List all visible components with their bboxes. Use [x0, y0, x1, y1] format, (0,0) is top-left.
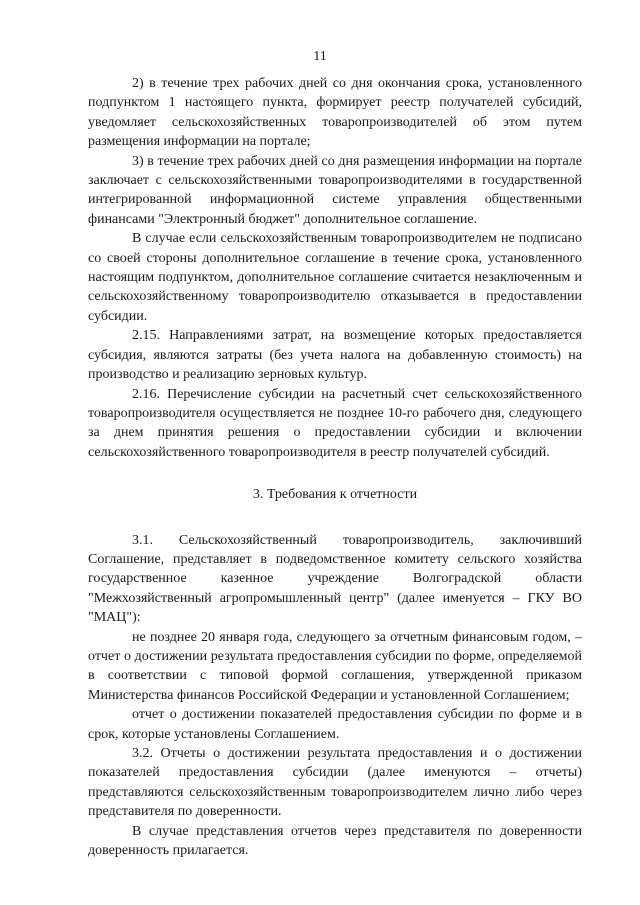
- paragraph-report-indicators: отчет о достижении показателей предоставления субсидии по форме и в срок, которые установлены Соглашением.: [88, 707, 582, 742]
- paragraph-2-15: 2.15. Направлениями затрат, на возмещение которых предоставляется субсидия, являются затраты (без учета налога на добавленную стоимость) на производство и реализацию зерновых культур.: [88, 328, 582, 383]
- paragraph-refusal-case: В случае если сельскохозяйственным товаропроизводителем не подписано со своей стороны дополнительное соглашение в течение срока, установленного настоящим подпунктом, дополнительное соглашение считается незаключенным и сельскохозяйственному товаропроизводителю отказывается в предоставлении субсидии.: [88, 231, 582, 324]
- paragraph-2-16: 2.16. Перечисление субсидии на расчетный счет сельскохозяйственного товаропроизводителя осуществляется не позднее 10-го рабочего дня, следующего за днем принятия решения о предоставлении субсидии и включении сельскохозяйственного товаропроизводителя в реестр получателей субсидий.: [88, 386, 582, 460]
- paragraph-3-2: 3.2. Отчеты о достижении результата предоставления и о достижении показателей предоставления субсидии (далее именуются – отчеты) представляются сельскохозяйственным товаропроизводителем лично либо через представителя по доверенности.: [88, 746, 582, 820]
- paragraph-3-1: 3.1. Сельскохозяйственный товаропроизводитель, заключивший Соглашение, представляет в подведомственное комитету сельского хозяйства государственное казенное учреждение Волгоградской области "Межхозяйственный агропромышленный центр" (далее именуется – ГКУ ВО "МАЦ"):: [88, 532, 582, 626]
- document-body: [88, 74, 582, 860]
- paragraph-2-14-2: 2) в течение трех рабочих дней со дня окончания срока, установленного подпунктом 1 настоящего пункта, формирует реестр получателей субсидий, уведомляет сельскохозяйственных товаропроизводителей об этом путем размещения информации на портале;: [88, 76, 582, 150]
- paragraph-report-deadline: не позднее 20 января года, следующего за отчетным финансовым годом, – отчет о достижении результата предоставления субсидии по форме, определяемой в соответствии с типовой формой соглашения, утвержденной приказом Министерства финансов Российской Федерации и установленной Соглашением;: [88, 629, 582, 703]
- paragraph-2-14-3: 3) в течение трех рабочих дней со дня размещения информации на портале заключает с сельскохозяйственными товаропроизводителями в государственной интегрированной информационной системе управления общественными финансами "Электронный бюджет" дополнительное соглашение.: [88, 153, 582, 227]
- paragraph-power-of-attorney: В случае представления отчетов через представителя по доверенности доверенность прилагается.: [88, 823, 582, 859]
- section-heading-reporting: 3. Требования к отчетности: [252, 487, 418, 503]
- page-number: 11: [313, 49, 327, 64]
